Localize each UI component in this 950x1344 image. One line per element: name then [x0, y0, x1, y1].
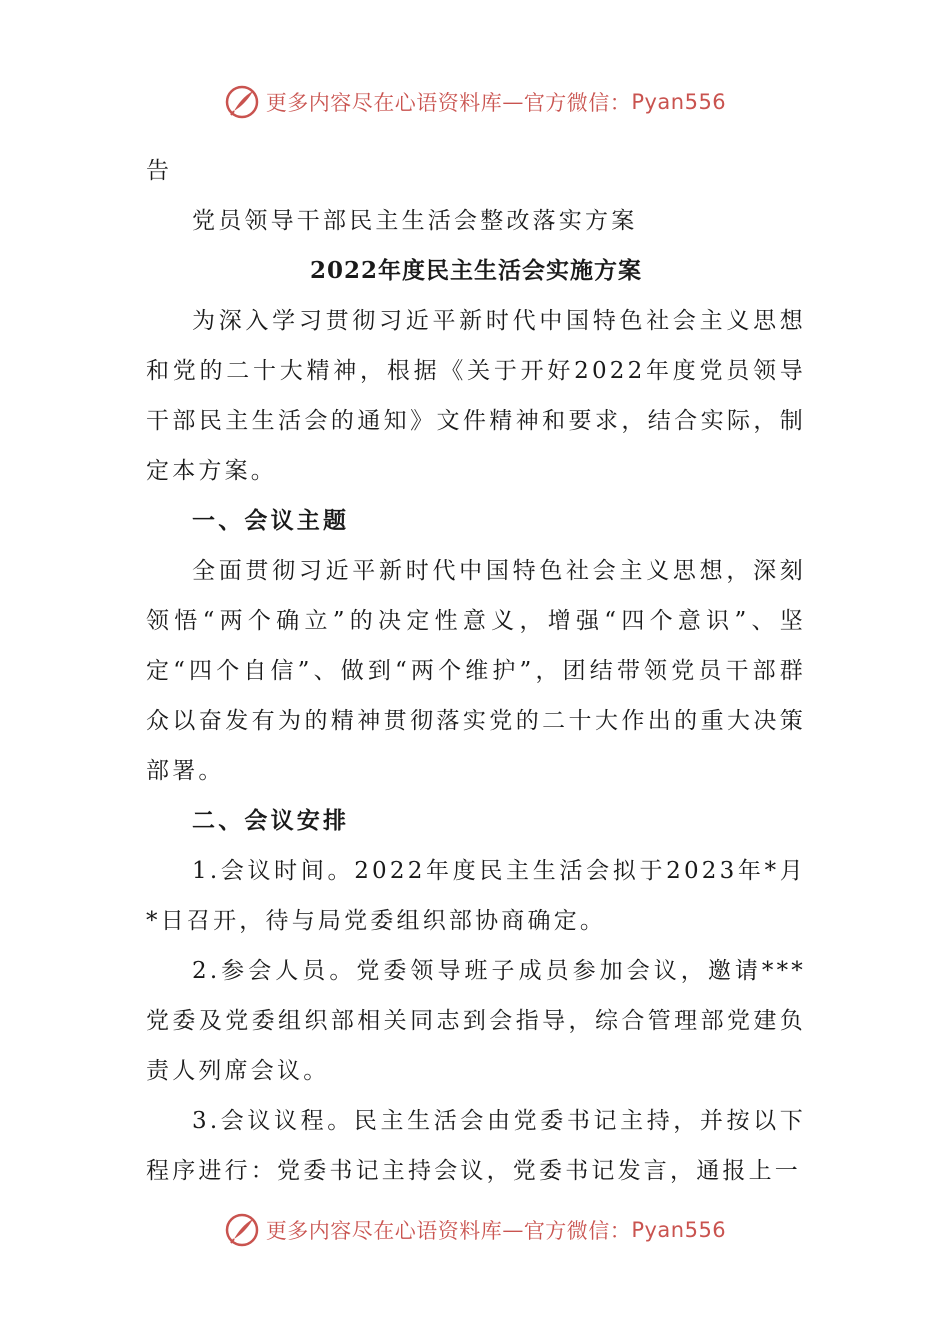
- watermark-wechat-label: 官方微信：: [523, 91, 632, 115]
- document-body: [146, 146, 806, 1196]
- watermark-wechat-label: 官方微信：: [523, 1219, 632, 1243]
- section-heading-arrangement: 二、会议安排: [192, 807, 350, 834]
- watermark-dash: —: [502, 1218, 524, 1242]
- document-subtitle: 党员领导干部民主生活会整改落实方案: [192, 208, 638, 234]
- arrangement-item-attendees: 2.参会人员。党委领导班子成员参加会议，邀请***党委及党委组织部相关同志到会指导，综合管理部党建负责人列席会议。: [146, 958, 806, 1084]
- continuation-fragment: 告: [146, 158, 173, 184]
- quill-logo-icon: [224, 84, 260, 120]
- quill-logo-icon: [224, 1212, 260, 1248]
- section-body-theme: 全面贯彻习近平新时代中国特色社会主义思想，深刻领悟“两个确立”的决定性意义，增强“四个意识”、坚定“四个自信”、做到“两个维护”，团结带领党员干部群众以奋发有为的精神贯彻落实党的二十大作出的重大决策部署。: [146, 558, 806, 784]
- watermark-text: 更多内容尽在心语资料库: [265, 1219, 503, 1243]
- watermark-banner-top: [0, 80, 950, 124]
- arrangement-item-time: 1.会议时间。2022年度民主生活会拟于2023年*月*日召开，待与局党委组织部协商确定。: [146, 858, 806, 934]
- intro-paragraph: 为深入学习贯彻习近平新时代中国特色社会主义思想和党的二十大精神，根据《关于开好2022年度党员领导干部民主生活会的通知》文件精神和要求，结合实际，制定本方案。: [146, 308, 806, 484]
- watermark-banner-bottom: [0, 1208, 950, 1252]
- watermark-wechat-id: Pyan556: [631, 90, 727, 114]
- watermark-text: 更多内容尽在心语资料库: [265, 91, 503, 115]
- section-heading-theme: 一、会议主题: [192, 507, 350, 534]
- watermark-wechat-id: Pyan556: [631, 1218, 727, 1242]
- arrangement-item-agenda: 3.会议议程。民主生活会由党委书记主持，并按以下程序进行：党委书记主持会议，党委书记发言，通报上一: [146, 1108, 806, 1184]
- watermark-dash: —: [502, 90, 524, 114]
- document-title: 2022年度民主生活会实施方案: [309, 257, 642, 284]
